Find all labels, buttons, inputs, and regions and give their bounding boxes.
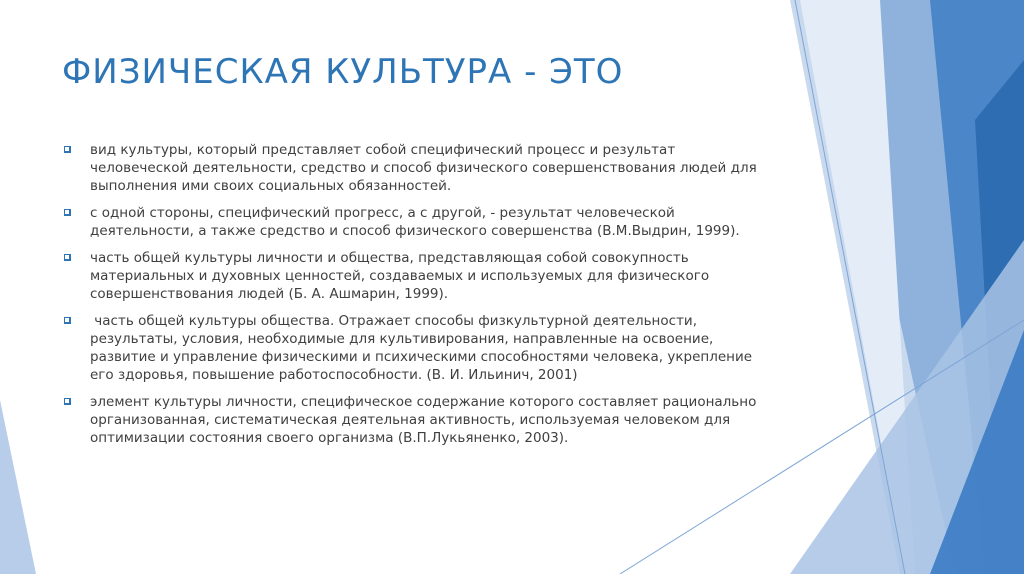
bullet-list	[62, 141, 762, 456]
list-item-text: часть общей культуры общества. Отражает способы физкультурной деятельности, результаты, условия, необходимые для культивирования, направленные на освоение, развитие и управление физическими и психическими способностями человека, укрепление его здоровья, повышение работоспособности. (В. И. Ильинич, 2001)	[90, 313, 757, 383]
square-bullet-icon	[64, 254, 71, 261]
square-bullet-icon	[64, 398, 71, 405]
list-item-text: вид культуры, который представляет собой специфический процесс и результат человеческой деятельности, средство и способ физического совершенствования людей для выполнения ими своих социальных обязанностей.	[90, 142, 757, 194]
square-bullet-icon	[64, 146, 71, 153]
list-item	[62, 141, 762, 195]
list-item	[62, 393, 762, 447]
list-item-text: часть общей культуры личности и общества, представляющая собой совокупность материальных и духовных ценностей, создаваемых и используемых для физического совершенствования людей (Б. А. Ашмарин, 1999).	[90, 250, 710, 302]
left-triangle-shape	[0, 400, 36, 574]
square-bullet-icon	[64, 209, 71, 216]
slide-title: ФИЗИЧЕСКАЯ КУЛЬТУРА - ЭТО	[62, 52, 624, 92]
list-item	[62, 312, 762, 384]
square-bullet-icon	[64, 317, 71, 324]
list-item	[62, 249, 762, 303]
list-item	[62, 204, 762, 240]
list-item-text: элемент культуры личности, специфическое содержание которого составляет рационально организованная, систематическая деятельная активность, используемая человеком для оптимизации состояния своего организма (В.П.Лукьяненко, 2003).	[90, 394, 757, 446]
list-item-text: с одной стороны, специфический прогресс, а с другой, - результат человеческой деятельности, а также средство и способ физического совершенства (В.М.Выдрин, 1999).	[90, 205, 740, 239]
